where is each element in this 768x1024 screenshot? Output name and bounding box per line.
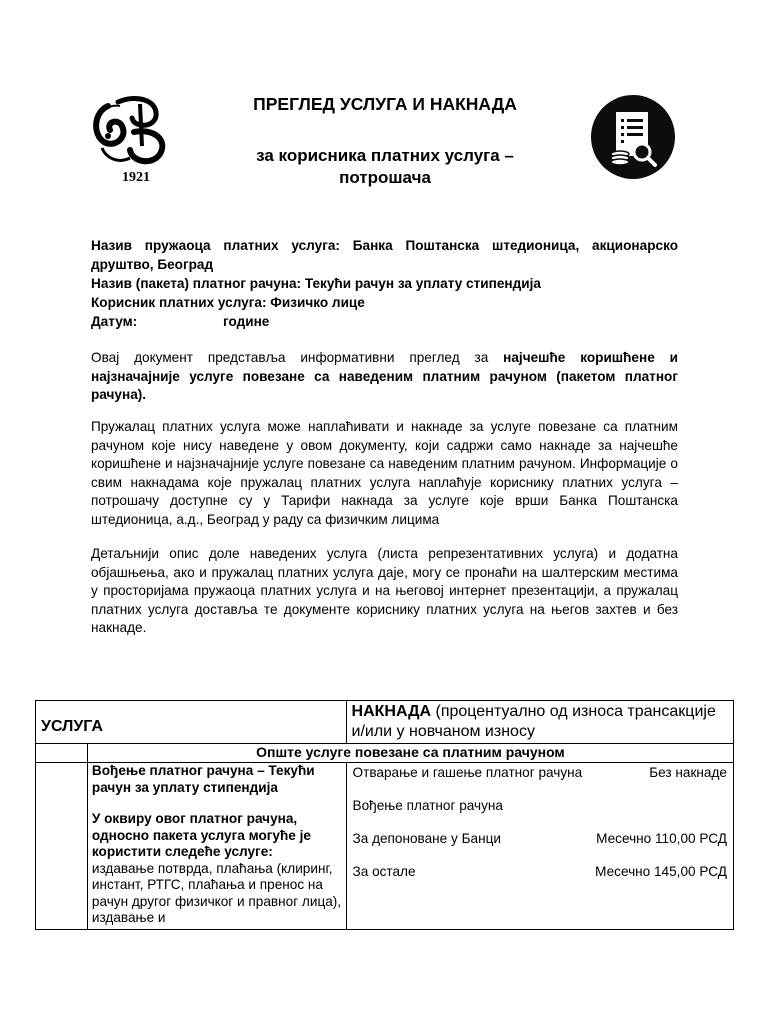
account-value: Текући рачун за уплату стипендија (304, 276, 541, 291)
intro-emphasis: најчешће коришћене и најзначајније услуге повезане са наведеним платним рачуном (пакетом платног рачуна). (91, 350, 678, 403)
date-label: Датум: (91, 314, 138, 329)
fee-open-close-label: Отварање и гашење платног рачуна (352, 765, 583, 780)
details-paragraph: Детаљнији опис доле наведених услуга (листа репрезентативних услуга) и додатна објашњења, ако и пружалац платних услуга даје, могу се пронаћи на шалтерским местима у просторијама пружаоца платних услуга и на његовој интернет презентацији, а пружалац платних услуга доставља те документе кориснику платних услуга на његов захтев и без накнаде. (91, 546, 678, 636)
date-row (91, 312, 678, 331)
group-row (36, 744, 734, 763)
fee-other-value: Месечно 145,00 РСД (595, 864, 727, 879)
bank-logo (88, 92, 178, 188)
header-fee-bold: НАКНАДА (351, 703, 432, 720)
fee-cell (346, 763, 733, 930)
provider-value: Банка Поштанска штедионица, акционарско друштво, Београд (91, 238, 678, 272)
group-spacer-cell (36, 744, 88, 763)
fee-deposited-label: За депоноване у Банци (352, 831, 501, 846)
header-service: УСЛУГА (36, 701, 347, 744)
table-row (36, 763, 734, 930)
user-label: Корисник платних услуга: (91, 295, 267, 310)
row-spacer-cell (36, 763, 88, 930)
fee-deposited (353, 831, 727, 848)
header-fee (346, 701, 733, 744)
table-header-row (36, 701, 734, 744)
page-subtitle (200, 145, 570, 189)
account-label: Назив (пакета) платног рачуна: (91, 276, 302, 291)
service-text: издавање потврда, плаћања (клиринг, инстант, РТГС, плаћања и пренос на рачун другог физичког и правног лица), издавање и (91, 860, 342, 925)
intro-text: Овај документ представља информативни преглед за (91, 350, 489, 365)
subtitle-line-1: за корисника платних услуга – (256, 146, 514, 165)
fee-open-close-value: Без накнаде (649, 765, 727, 780)
document-search-icon (590, 94, 676, 180)
fee-deposited-value: Месечно 110,00 РСД (596, 831, 727, 846)
header-fee-rest: (процентуално од износа трансакције и/или у новчаном износу (351, 703, 716, 740)
fee-maintenance-label: Вођење платног рачуна (352, 798, 503, 813)
provider-label: Назив пружаоца платних услуга: (91, 238, 340, 253)
service-title: Вођење платног рачуна – Текући рачун за уплату стипендија (91, 763, 315, 795)
fees-paragraph: Пружалац платних услуга може наплаћивати и накнаде за услуге повезане са платним рачуном које нису наведене у овом документу, који садржи само накнаде за најчешће коришћене и најзначајније услуге повезане са наведеним платним рачуном. Информације о свим накнадама које пружалац платних услуга наплаћује кориснику платних услуга – потрошачу доступне су у Тарифи накнада за услуге које врши Банка Поштанска штедионица, а.д., Београд у раду са физичким лицима (91, 419, 678, 527)
fee-maintenance (353, 798, 727, 815)
subtitle-line-2: потрошача (339, 168, 431, 187)
logo-year: 1921 (122, 170, 150, 185)
user-row (91, 293, 678, 312)
fees-table (35, 700, 734, 930)
service-subtitle: У оквиру овог платног рачуна, односно пакета услуга могуће је користити следеће услуге: (91, 811, 311, 859)
user-value: Физичко лице (270, 295, 365, 310)
date-suffix: године (223, 314, 270, 329)
group-title: Опште услуге повезане са платним рачуном (87, 744, 733, 763)
service-cell (87, 763, 346, 930)
account-info (91, 236, 678, 331)
page-title: ПРЕГЛЕД УСЛУГА И НАКНАДА (253, 94, 517, 114)
intro-paragraph (91, 349, 678, 405)
fee-open-close (353, 765, 727, 782)
fee-other (353, 864, 727, 881)
provider-row (91, 236, 678, 274)
account-row (91, 274, 678, 293)
fee-other-label: За остале (352, 864, 416, 879)
